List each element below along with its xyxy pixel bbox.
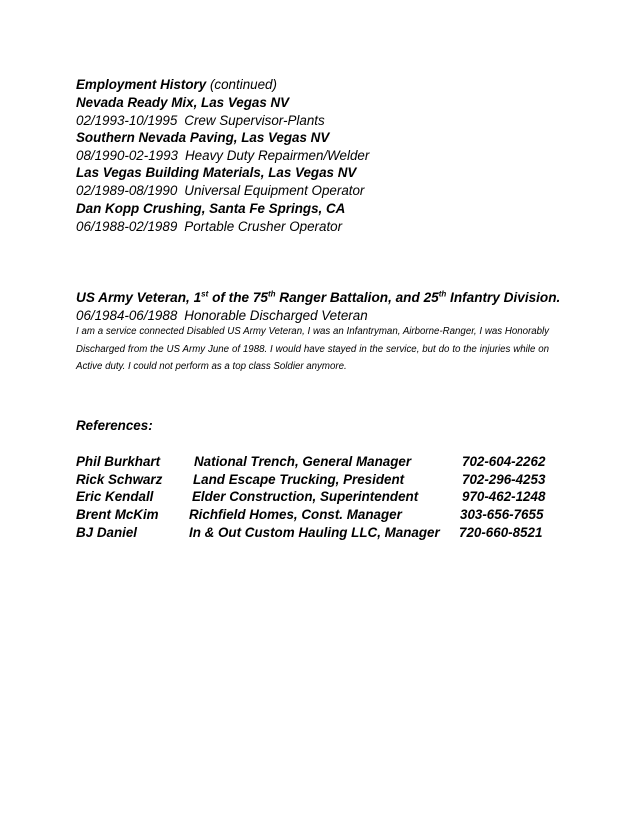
job-company: Las Vegas Building Materials, Las Vegas NV (76, 165, 357, 180)
reference-row (76, 506, 556, 523)
reference-name: Eric Kendall (76, 489, 154, 504)
reference-name: Rick Schwarz (76, 472, 163, 487)
reference-row (76, 453, 556, 470)
job-title: Heavy Duty Repairmen/Welder (185, 148, 370, 163)
employment-heading-suffix: (continued) (209, 77, 277, 92)
references-heading: References: (76, 418, 153, 433)
reference-org: Land Escape Trucking, President (193, 472, 405, 487)
reference-org: National Trench, General Manager (194, 454, 412, 469)
ordinal-suffix: th (438, 289, 447, 299)
job-title: Universal Equipment Operator (184, 183, 365, 198)
job-title: Portable Crusher Operator (184, 219, 343, 234)
employment-heading-line (76, 76, 277, 93)
reference-org: Richfield Homes, Const. Manager (189, 507, 402, 522)
job-details (76, 218, 342, 235)
reference-phone: 702-296-4253 (462, 472, 546, 487)
reference-org: In & Out Custom Hauling LLC, Manager (189, 525, 440, 540)
military-dates: 06/1984-06/1988 (76, 308, 178, 323)
military-heading (76, 289, 560, 306)
job-dates: 02/1989-08/1990 (76, 183, 178, 198)
reference-name: BJ Daniel (76, 525, 138, 540)
reference-row (76, 471, 556, 488)
military-heading-text: of the 75 (208, 290, 268, 305)
job-company: Dan Kopp Crushing, Santa Fe Springs, CA (76, 201, 346, 216)
job-dates: 02/1993-10/1995 (76, 113, 178, 128)
reference-phone: 303-656-7655 (460, 507, 544, 522)
job-company: Nevada Ready Mix, Las Vegas NV (76, 95, 290, 110)
ordinal-suffix: st (201, 289, 209, 299)
job-title: Crew Supervisor-Plants (184, 113, 325, 128)
military-description: I am a service connected Disabled US Army Veteran, I was an Infantryman, Airborne-Ranger, I was Honorably Discharged from the US Army June of 1988. I would have stayed in the service, but do to the injuries while on Active duty. I could not perform as a top class Soldier anymore. (76, 326, 549, 372)
job-details (76, 182, 364, 199)
military-heading-text: Infantry Division. (446, 290, 561, 305)
job-details (76, 147, 369, 164)
military-heading-text: Ranger Battalion, and 25 (275, 290, 439, 305)
reference-row (76, 488, 556, 505)
job-dates: 06/1988-02/1989 (76, 219, 178, 234)
ordinal-suffix: th (267, 289, 276, 299)
reference-phone: 720-660-8521 (459, 525, 543, 540)
military-status: Honorable Discharged Veteran (184, 308, 368, 323)
reference-name: Phil Burkhart (76, 454, 161, 469)
reference-row (76, 524, 556, 541)
military-heading-text: US Army Veteran, 1 (76, 290, 202, 305)
military-details (76, 307, 368, 324)
reference-org: Elder Construction, Superintendent (192, 489, 419, 504)
job-dates: 08/1990-02-1993 (76, 148, 179, 163)
job-company: Southern Nevada Paving, Las Vegas NV (76, 130, 330, 145)
employment-heading: Employment History (76, 77, 207, 92)
reference-phone: 702-604-2262 (462, 454, 546, 469)
reference-name: Brent McKim (76, 507, 159, 522)
job-details (76, 112, 325, 129)
reference-phone: 970-462-1248 (462, 489, 546, 504)
